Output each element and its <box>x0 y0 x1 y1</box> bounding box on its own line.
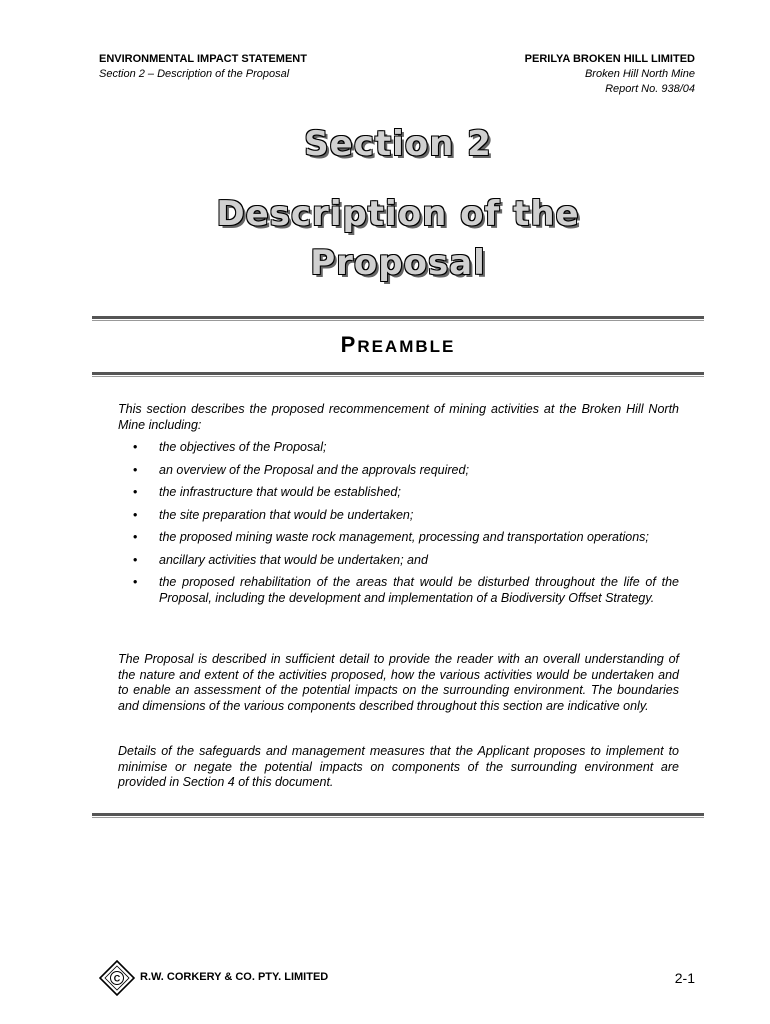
company-title: PERILYA BROKEN HILL LIMITED <box>524 53 695 65</box>
paragraph-overview: The Proposal is described in sufficient detail to provide the reader with an overall understanding of the nature and extent of the activities proposed, how the various activities would be undertaken and to enable an assessment of the potential impacts on the surrounding environment. The boundaries and dimensions of the various components described throughout this section are indicative only. <box>118 652 679 713</box>
title-line-1: Description of the <box>216 194 580 234</box>
company-logo-icon <box>99 960 135 996</box>
list-item: • the infrastructure that would be established; <box>133 485 401 499</box>
mine-name: Broken Hill North Mine <box>584 68 695 80</box>
bullet-list <box>118 440 679 613</box>
list-item: • the site preparation that would be undertaken; <box>133 507 414 522</box>
divider-top <box>92 316 704 321</box>
section-subtitle: Section 2 – Description of the Proposal <box>99 68 290 80</box>
divider-bottom <box>92 813 704 818</box>
report-number: Report No. 938/04 <box>605 83 695 95</box>
list-item: • the proposed mining waste rock management, processing and transportation operations; <box>133 530 649 544</box>
section-heading: Section 2 <box>304 124 492 164</box>
header-right <box>525 52 695 97</box>
paragraph-safeguards: Details of the safeguards and management measures that the Applicant proposes to implement to minimise or negate the potential impacts on components of the surrounding environment are provided in Section 4 of this document. <box>118 744 679 789</box>
title-line-2: Proposal <box>310 243 486 283</box>
list-item: • the objectives of the Proposal; <box>133 440 327 454</box>
header-left <box>99 52 307 82</box>
bullet-icon: • <box>133 462 138 477</box>
list-item: • the proposed rehabilitation of the areas that would be disturbed throughout the life of the Proposal, including the development and implementation of a Biodiversity Offset Strategy. <box>133 575 679 605</box>
page-number: 2-1 <box>674 970 695 986</box>
bullet-icon: • <box>133 485 138 499</box>
doc-title: ENVIRONMENTAL IMPACT STATEMENT <box>99 53 307 65</box>
list-item: • ancillary activities that would be undertaken; and <box>133 552 428 567</box>
preamble-heading: PREAMBLE <box>340 332 456 357</box>
bullet-icon: • <box>133 507 138 522</box>
list-item: • an overview of the Proposal and the approvals required; <box>133 462 469 477</box>
intro-paragraph: This section describes the proposed recommencement of mining activities at the Broken Hill North Mine including: <box>118 402 679 432</box>
bullet-icon: • <box>133 575 138 589</box>
svg-text:C: C <box>113 973 121 984</box>
divider-middle <box>92 372 704 377</box>
bullet-icon: • <box>133 440 138 454</box>
bullet-icon: • <box>133 552 138 567</box>
bullet-icon: • <box>133 530 138 544</box>
company-name: R.W. CORKERY & CO. PTY. LIMITED <box>140 971 329 983</box>
